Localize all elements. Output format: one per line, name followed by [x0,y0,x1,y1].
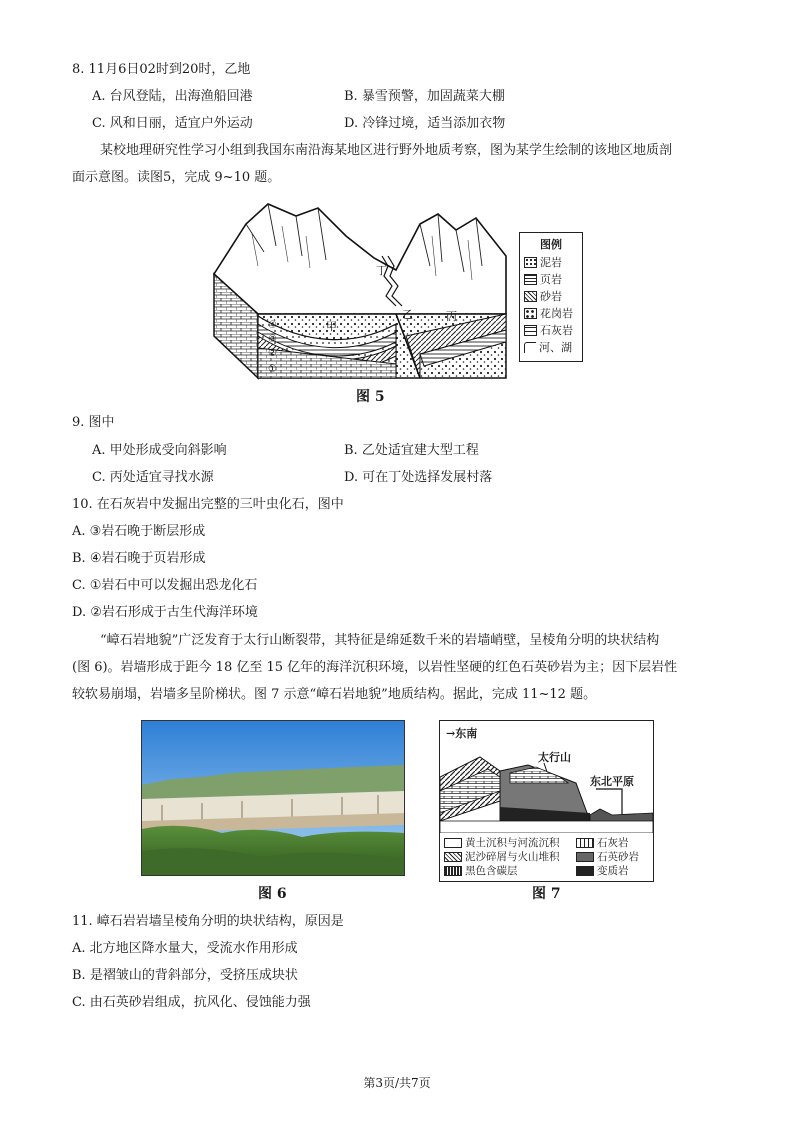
metamorphic-swatch [576,866,594,876]
fig5-label-2: ② [268,348,277,359]
fig7-legend-metamorphic [576,863,629,878]
q11-option-b: B. 是褶皱山的背斜部分，受挤压成块状 [72,968,298,983]
q10-option-d: D. ②岩石形成于古生代海洋环境 [72,605,258,620]
fig7-legend-quartz-sandstone [576,849,639,864]
q10-option-a: A. ③岩石晚于断层形成 [72,524,206,539]
legend-item-granite [524,305,573,321]
q10-stem: 10. 在石灰岩中发掘出完整的三叶虫化石，图中 [72,497,344,512]
legend-label-mudstone: 泥岩 [540,256,562,269]
fig5-label-yi: 乙 [402,308,413,321]
fig5-label-ding: 丁 [376,264,387,277]
fig5-legend-title: 图例 [540,238,562,251]
q9-option-b: B. 乙处适宜建大型工程 [344,443,479,458]
fig7-legend-metamorphic-label: 变质岩 [597,865,629,877]
q8-option-a: A. 台风登陆，出海渔船回港 [92,89,253,104]
fig5-label-4: ④ [268,320,277,331]
intro1-line2: 面示意图。读图5，完成 9~10 题。 [72,170,281,185]
sandstone-swatch [524,291,537,302]
legend-label-shale: 页岩 [540,273,562,286]
q10-option-c: C. ①岩石中可以发掘出恐龙化石 [72,578,258,593]
fig6-caption: 图 6 [258,886,287,902]
fig5-block-diagram [206,196,511,382]
fig7-legend-loess-label: 黄土沉积与河流沉积 [465,837,560,849]
volcanic-swatch [444,852,462,862]
legend-item-mudstone [524,254,562,270]
fig7-legend-carbon-label: 黑色含碳层 [465,865,518,877]
q9-option-a: A. 甲处形成受向斜影响 [92,443,227,458]
fig7-plain-label: 东北平原 [590,775,634,788]
river-lake-icon [524,342,536,353]
q11-option-a: A. 北方地区降水量大，受流水作用形成 [72,941,298,956]
fig5-label-bing: 丙 [446,310,457,323]
q10-option-b: B. ④岩石晚于页岩形成 [72,551,206,566]
fig7-legend-carbon [444,863,518,878]
legend-item-sandstone [524,288,562,304]
loess-swatch [444,838,462,848]
fig7-legend-limestone-label: 石灰岩 [597,837,629,849]
fig5-label-3: ③ [268,334,277,345]
q9-stem: 9. 图中 [72,415,115,430]
page-footer: 第3页/共7页 [363,1076,431,1090]
q9-option-d: D. 可在丁处选择发展村落 [344,470,493,485]
fig5-label-jia: 甲 [326,320,337,333]
q11-stem: 11. 嶂石岩岩墙呈棱角分明的块状结构，原因是 [72,914,344,929]
intro2-line1: “嶂石岩地貌”广泛发育于太行山断裂带，其特征是绵延数千米的岩墙峭壁，呈棱角分明的块状结构 [100,633,660,648]
legend-label-sandstone: 砂岩 [540,290,562,303]
fig7-direction: →东南 [446,727,478,740]
q8-option-b: B. 暴雪预警，加固蔬菜大棚 [344,89,505,104]
shale-swatch [524,274,537,285]
q8-option-c: C. 风和日丽，适宜户外运动 [92,116,253,131]
intro2-line3: 较软易崩塌，岩墙多呈阶梯状。图 7 示意“嶂石岩地貌”地质结构。据此，完成 11~12 题。 [72,687,597,702]
q9-option-c: C. 丙处适宜寻找水源 [92,470,214,485]
fig5-legend [519,232,583,362]
mudstone-swatch [524,257,537,268]
carbon-swatch [444,866,462,876]
fig7-legend-volcanic [444,849,560,864]
q8-stem: 8. 11月6日02时到20时，乙地 [72,62,251,77]
fig6-photo-drawing [142,721,404,875]
legend-label-granite: 花岗岩 [540,307,573,320]
intro1-line1: 某校地理研究性学习小组到我国东南沿海某地区进行野外地质考察，图为某学生绘制的该地区地质剖 [100,143,673,158]
fig7-legend-loess [444,835,560,850]
legend-item-shale [524,271,562,287]
legend-label-limestone: 石灰岩 [540,324,573,337]
fig7-caption: 图 7 [532,886,561,902]
fig5-caption: 图 5 [356,389,385,405]
legend-label-river-lake: 河、湖 [539,341,572,354]
intro2-line2: (图 6)。岩墙形成于距今 18 亿至 15 亿年的海洋沉积环境，以岩性坚硬的红色石英砂岩为主；因下层岩性 [72,660,678,675]
fig7-limestone-swatch [576,838,594,848]
quartz-sandstone-swatch [576,852,594,862]
fig7-legend-volcanic-label: 泥沙碎屑与火山堆积 [465,851,560,863]
fig5-label-1: ① [268,364,277,375]
q11-option-c: C. 由石英砂岩组成，抗风化、侵蚀能力强 [72,995,311,1010]
fig7-legend-limestone [576,835,629,850]
legend-item-limestone [524,322,573,338]
fig7-cross-section [440,721,653,833]
legend-item-river-lake [524,339,572,355]
fig6-photo [141,720,405,876]
granite-swatch [524,308,537,319]
fig7-taihang-label: 太行山 [538,751,571,764]
fig7-panel [439,720,654,882]
q8-option-d: D. 冷锋过境，适当添加衣物 [344,116,506,131]
fig7-legend-quartz-sandstone-label: 石英砂岩 [597,851,639,863]
limestone-swatch [524,325,537,336]
